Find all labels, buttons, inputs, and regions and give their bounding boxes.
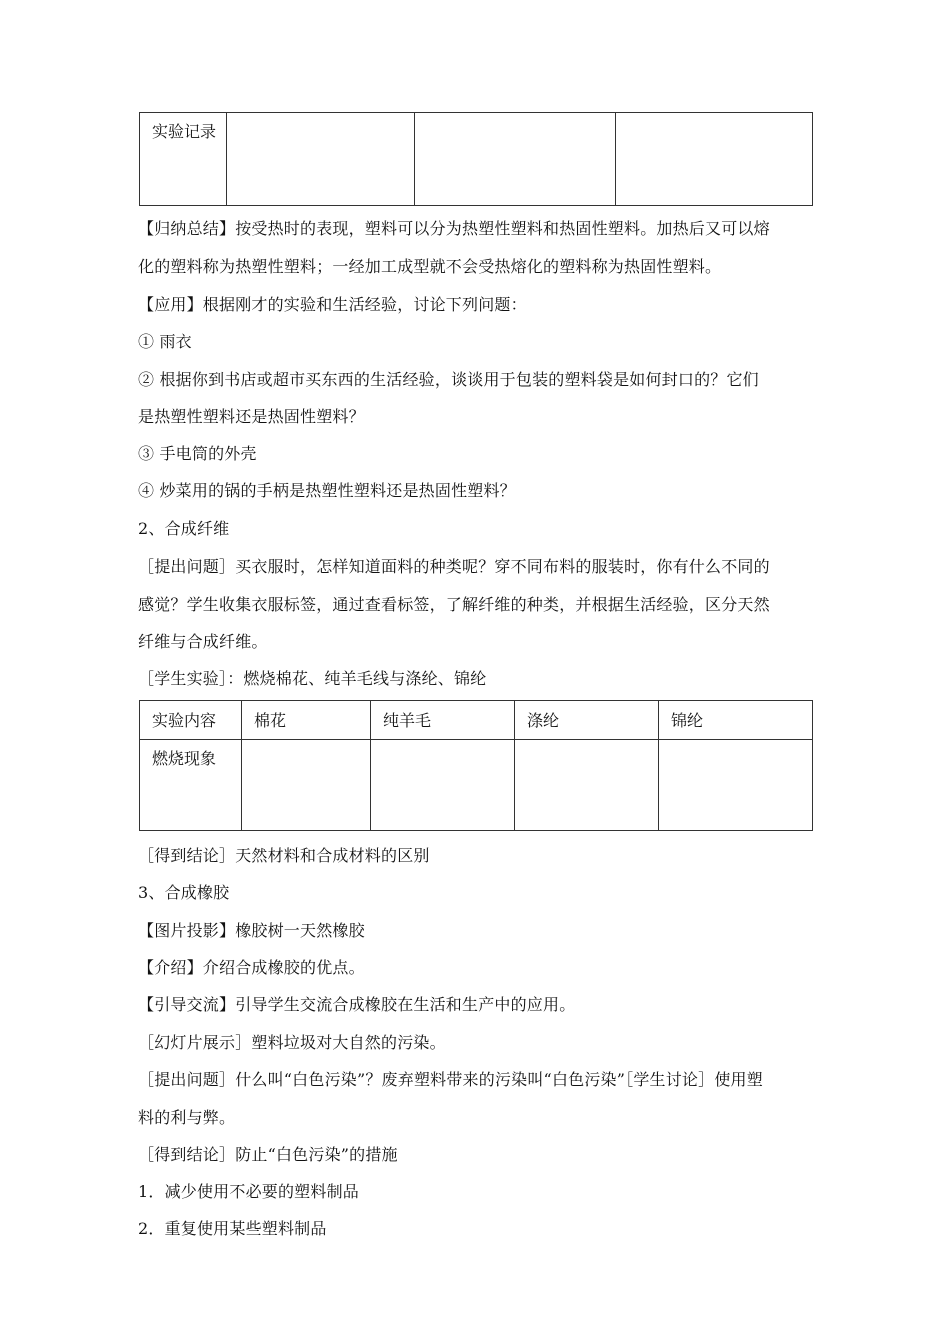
table-header-cell: 锦纶 <box>659 701 813 740</box>
guide-discussion: 【引导交流】引导学生交流合成橡胶在生活和生产中的应用。 <box>138 995 576 1014</box>
experiment-record-table <box>139 112 813 206</box>
table-cell <box>415 113 616 206</box>
table-row <box>140 113 813 206</box>
table-row <box>140 740 813 831</box>
student-experiment: ［学生实验］：燃烧棉花、纯羊毛线与涤纶、锦纶 <box>138 669 487 688</box>
summary-line-1: 【归纳总结】按受热时的表现，塑料可以分为热塑性塑料和热固性塑料。加热后又可以熔 <box>138 219 770 238</box>
measure-2: 2．重复使用某些塑料制品 <box>138 1219 327 1238</box>
picture-projection: 【图片投影】橡胶树一天然橡胶 <box>138 921 365 940</box>
question-1: ① 雨衣 <box>138 332 192 351</box>
ask-line-2: 感觉？学生收集衣服标签，通过查看标签，了解纤维的种类，并根据生活经验，区分天然 <box>138 595 770 614</box>
question-2-line-1: ② 根据你到书店或超市买东西的生活经验，谈谈用于包装的塑料袋是如何封口的？它们 <box>138 370 759 389</box>
table-header-cell: 棉花 <box>242 701 371 740</box>
table-cell: 燃烧现象 <box>140 740 242 831</box>
ask2-line-1: ［提出问题］什么叫“白色污染”？废弃塑料带来的污染叫“白色污染”［学生讨论］使用塑 <box>138 1070 763 1089</box>
table-cell: 实验记录 <box>140 113 227 206</box>
question-3: ③ 手电筒的外壳 <box>138 444 257 463</box>
summary-line-2: 化的塑料称为热塑性塑料；一经加工成型就不会受热熔化的塑料称为热固性塑料。 <box>138 257 722 276</box>
ask-line-3: 纤维与合成纤维。 <box>138 632 268 651</box>
conclusion-2: ［得到结论］防止“白色污染”的措施 <box>138 1145 398 1164</box>
table-header-cell: 纯羊毛 <box>371 701 515 740</box>
table-cell <box>371 740 515 831</box>
burning-experiment-table <box>139 700 813 831</box>
table-cell <box>227 113 415 206</box>
question-4: ④ 炒菜用的锅的手柄是热塑性塑料还是热固性塑料？ <box>138 481 516 500</box>
ask-line-1: ［提出问题］买衣服时，怎样知道面料的种类呢？穿不同布料的服装时，你有什么不同的 <box>138 557 770 576</box>
slide-show: ［幻灯片展示］塑料垃圾对大自然的污染。 <box>138 1033 446 1052</box>
section-3-heading: 3、合成橡胶 <box>138 883 230 902</box>
table-cell <box>616 113 813 206</box>
table-header-cell: 实验内容 <box>140 701 242 740</box>
introduction: 【介绍】介绍合成橡胶的优点。 <box>138 958 365 977</box>
table-cell <box>659 740 813 831</box>
section-2-heading: 2、合成纤维 <box>138 519 230 538</box>
table-header-cell: 涤纶 <box>515 701 659 740</box>
ask2-line-2: 料的利与弊。 <box>138 1108 236 1127</box>
table-cell <box>515 740 659 831</box>
table-cell <box>242 740 371 831</box>
question-2-line-2: 是热塑性塑料还是热固性塑料？ <box>138 407 365 426</box>
measure-1: 1．减少使用不必要的塑料制品 <box>138 1182 359 1201</box>
apply-heading: 【应用】根据刚才的实验和生活经验，讨论下列问题： <box>138 295 527 314</box>
table-header-row <box>140 701 813 740</box>
conclusion-1: ［得到结论］天然材料和合成材料的区别 <box>138 846 430 865</box>
